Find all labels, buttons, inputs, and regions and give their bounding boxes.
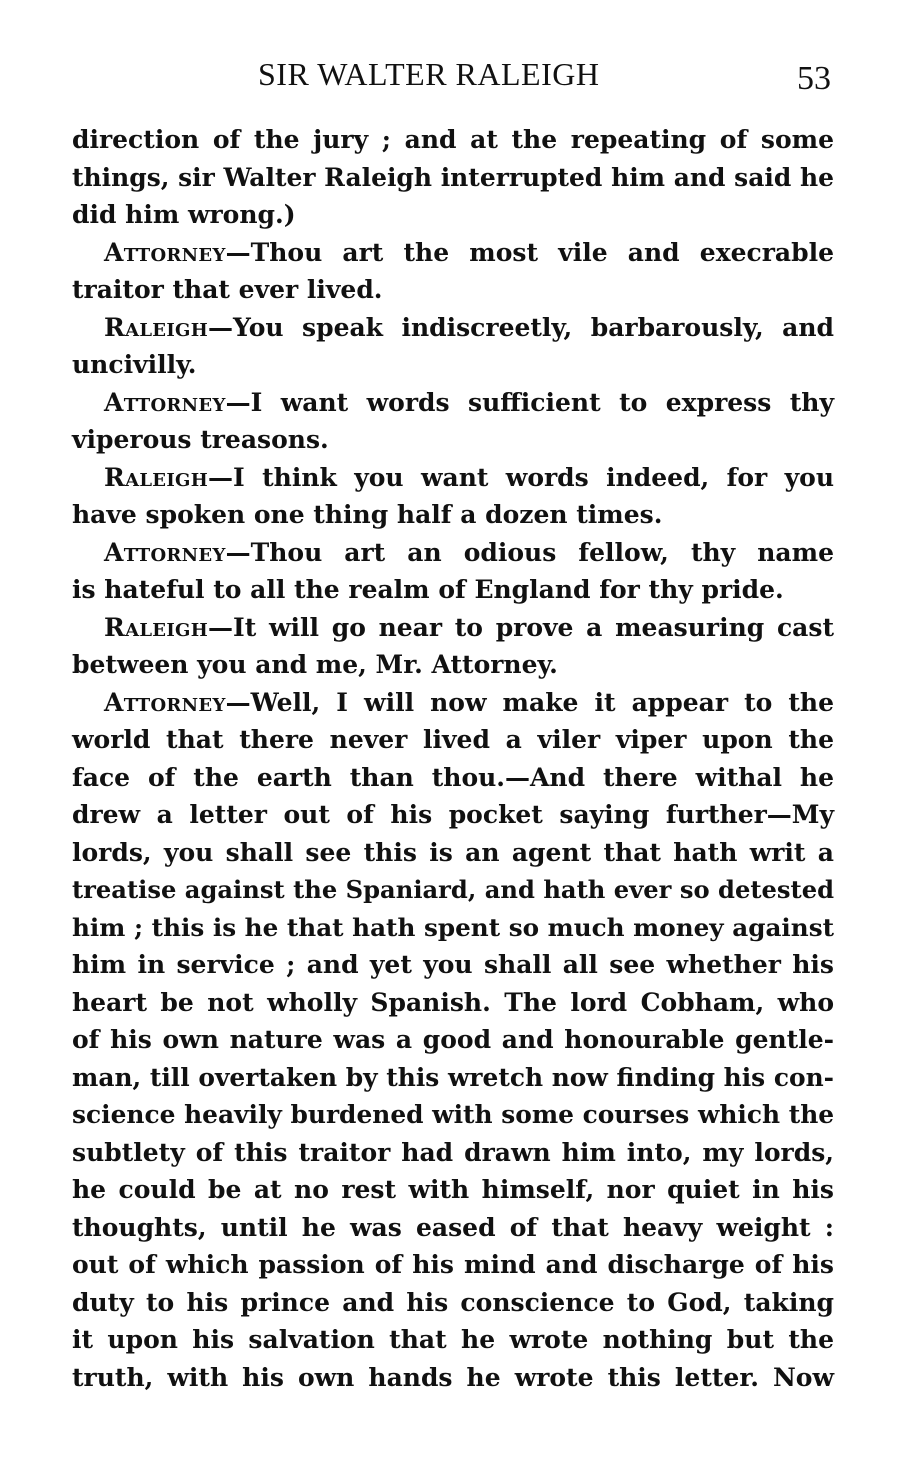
speech-text: —Thou art the most vile and execrable xyxy=(225,237,834,267)
dialogue-line xyxy=(72,684,834,722)
dialogue-line xyxy=(72,234,834,272)
text-line: things, sir Walter Raleigh interrupted him and said he xyxy=(72,162,834,192)
text-line: viperous treasons. xyxy=(72,425,329,454)
speech-text: —Well, I will now make it appear to the xyxy=(225,687,834,717)
text-line: duty to his prince and his conscience to God, taking xyxy=(72,1287,834,1317)
speech-text: —I want words sufficient to express thy xyxy=(225,387,834,417)
speaker-name: Attorney xyxy=(104,687,226,717)
text-line: direction of the jury ; and at the repeating of some xyxy=(72,125,834,154)
text-line: drew a letter out of his pocket saying further—My xyxy=(72,800,834,829)
speaker-name: Raleigh xyxy=(104,462,209,492)
text-line: him ; this is he that hath spent so much money against xyxy=(72,912,834,942)
text-line: he could be at no rest with himself, nor quiet in his xyxy=(72,1175,834,1204)
dialogue-line xyxy=(72,384,834,422)
speech-text: —I think you want words indeed, for you xyxy=(208,462,834,492)
running-title: SIR WALTER RALEIGH xyxy=(258,56,600,92)
speaker-name: Attorney xyxy=(104,237,226,267)
text-line: uncivilly. xyxy=(72,350,197,379)
body-text xyxy=(72,121,834,1396)
text-line: heart be not wholly Spanish. The lord Cobham, who xyxy=(72,987,834,1017)
text-line: have spoken one thing half a dozen times. xyxy=(72,500,663,529)
page-number: 53 xyxy=(797,60,831,97)
text-line: him in service ; and yet you shall all see whether his xyxy=(72,950,834,979)
speech-text: —You speak indiscreetly, barbarously, and xyxy=(208,312,834,342)
text-line: it upon his salvation that he wrote nothing but the xyxy=(72,1325,834,1354)
speech-text: —It will go near to prove a measuring cast xyxy=(208,612,834,642)
text-line: science heavily burdened with some courses which the xyxy=(72,1100,835,1129)
speaker-name: Attorney xyxy=(104,387,226,417)
text-line: thoughts, until he was eased of that heavy weight : xyxy=(72,1212,834,1242)
text-line: lords, you shall see this is an agent that hath writ a xyxy=(72,837,834,867)
dialogue-line xyxy=(72,459,834,497)
text-line: between you and me, Mr. Attorney. xyxy=(72,650,558,679)
dialogue-line xyxy=(72,609,834,647)
speaker-name: Raleigh xyxy=(104,612,209,642)
text-line: man, till overtaken by this wretch now finding his con- xyxy=(72,1062,834,1092)
dialogue-line xyxy=(72,534,834,572)
text-line: world that there never lived a viler viper upon the xyxy=(72,725,834,754)
text-line: subtlety of this traitor had drawn him into, my lords, xyxy=(72,1137,834,1167)
text-line: treatise against the Spaniard, and hath ever so detested xyxy=(72,875,834,904)
text-line: is hateful to all the realm of England for thy pride. xyxy=(72,575,784,604)
speaker-name: Attorney xyxy=(104,537,226,567)
text-line: did him wrong.) xyxy=(72,200,296,229)
dialogue-line xyxy=(72,309,834,347)
text-line: truth, with his own hands he wrote this letter. Now xyxy=(72,1362,834,1392)
speech-text: —Thou art an odious fellow, thy name xyxy=(225,537,834,567)
speaker-name: Raleigh xyxy=(104,312,209,342)
text-line: face of the earth than thou.—And there withal he xyxy=(72,762,834,792)
text-line: out of which passion of his mind and discharge of his xyxy=(72,1250,834,1279)
text-line: of his own nature was a good and honourable gentle- xyxy=(72,1025,834,1054)
text-line: traitor that ever lived. xyxy=(72,275,383,304)
